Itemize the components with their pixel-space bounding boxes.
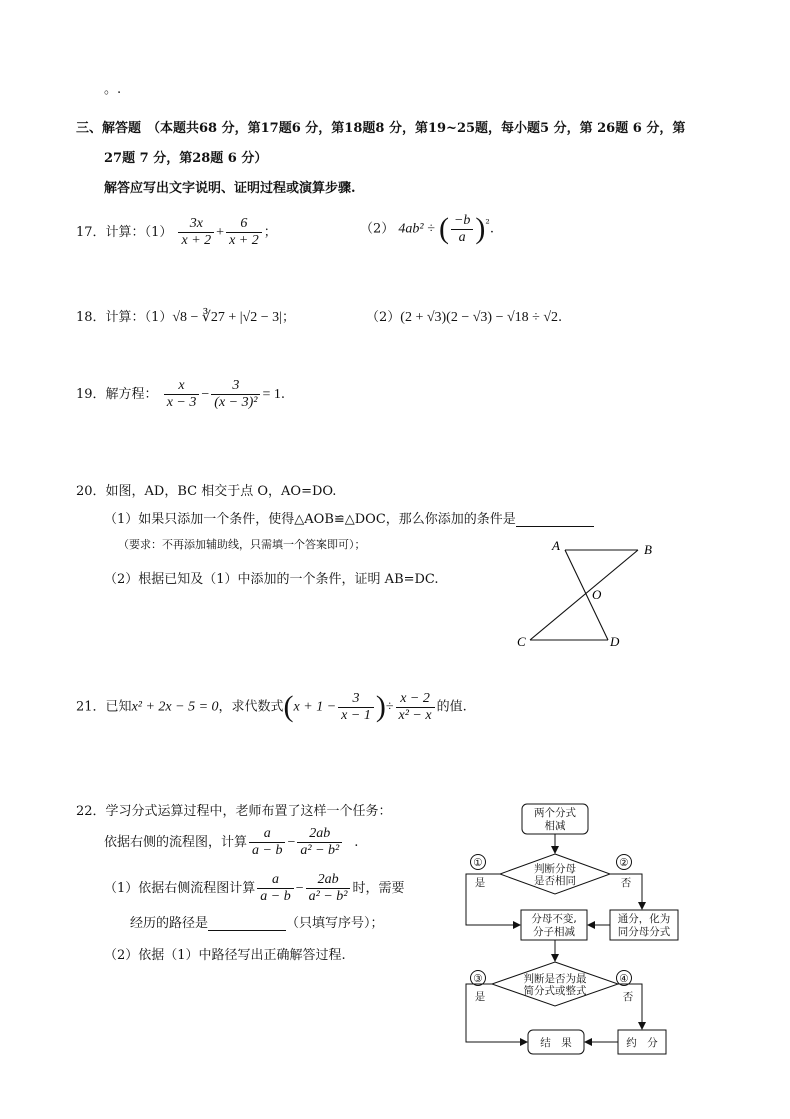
q18-p1-expr: √8 − ∛27 + |√2 − 3|	[172, 310, 282, 325]
q17-frac2: $\frac{6}{x + 2}$	[226, 216, 262, 249]
q17-p2-frac: $\frac{-b}{a}$	[451, 213, 473, 246]
flow-d1-l2: 是否相同	[534, 875, 576, 887]
q17-number: 17．	[76, 225, 106, 240]
q22-task-prefix: 依据右侧的流程图，计算	[104, 835, 248, 850]
q22-part1-line2	[130, 912, 384, 931]
q22-stem-text: 学习分式运算过程中，老师布置了这样一个任务：	[105, 804, 392, 819]
q19-label: 解方程：	[105, 387, 158, 402]
q22-p1-frac1: $\frac{a}{a - b}$	[257, 872, 293, 905]
q18-part1-marker: （1）	[144, 310, 173, 325]
q20-part1-text: （1）如果只添加一个条件，使得△AOB≌△DOC，那么你添加的条件是	[104, 512, 516, 527]
q17-p2-end: .	[489, 221, 494, 237]
q18-part2-marker: （2）	[366, 310, 401, 325]
q21-mid: ，求代数式	[218, 699, 284, 715]
flow-start-l2: 相减	[544, 820, 566, 832]
flow-start-l1: 两个分式	[534, 807, 576, 819]
section-heading	[76, 117, 685, 136]
q18-p1-end: ；	[281, 310, 295, 325]
q17-frac1: $\frac{3x}{x + 2}$	[178, 216, 214, 249]
section-points-line2: 27题 7 分，第28题 6 分）	[104, 151, 268, 166]
question-20-stem	[76, 480, 336, 499]
q22-p1-prefix: （1）依据右侧流程图计算	[104, 881, 256, 896]
q22-task-frac1: $\frac{a}{a - b}$	[249, 826, 285, 859]
q17-label: 计算：	[105, 225, 145, 240]
q17-part1-marker: （1）	[144, 225, 173, 240]
q20-number: 20．	[76, 484, 106, 499]
q22-number: 22．	[76, 804, 106, 819]
q19-frac2: $\frac{3}{\text{(x − 3)²}}$	[211, 378, 260, 411]
q21-frac2: $\frac{x - 2}{\text{x² − x}}$	[396, 691, 435, 724]
q17-op: +	[216, 225, 225, 240]
q22-task-op: −	[287, 835, 296, 850]
q20-answer-blank[interactable]	[516, 512, 594, 527]
flow-c3-text: ③	[473, 973, 483, 985]
question-18	[76, 306, 295, 326]
flow-d2-l2: 简分式或整式	[523, 985, 587, 997]
flowchart	[458, 798, 690, 1060]
q18-number: 18．	[76, 310, 106, 325]
q21-expr-a: x + 1 −	[293, 699, 337, 715]
q19-number: 19．	[76, 387, 106, 402]
q22-p1-suffix: 时，需要	[352, 881, 405, 896]
question-21: 21．已知x² + 2x − 5 = 0，求代数式(x + 1 − $\frac{3}{x - 1}$ )÷ $\frac{x - 2}{\text{x² − x}}$ 的值.	[76, 690, 467, 723]
q17-p2-expr: 4ab² ÷	[398, 221, 435, 237]
flow-d2-l1: 判断是否为最	[523, 973, 587, 985]
label-A: A	[552, 538, 560, 553]
segment-BC	[530, 550, 638, 640]
question-19	[76, 378, 285, 411]
q22-p1-line2-suffix: （只填写序号）；	[286, 916, 384, 931]
q21-suffix: 的值.	[436, 699, 467, 715]
flow-c1-text: ①	[473, 857, 483, 869]
flow-reduce-text: 约 分	[626, 1037, 658, 1049]
q17-part2-marker: （2）	[360, 221, 395, 237]
question-17-part2: （2） 4ab² ÷ ( $\frac{-b}{a}$ )$^{^2}$.	[360, 212, 494, 245]
flow-common-l1: 通分，化为	[617, 913, 671, 925]
q22-path-blank[interactable]	[208, 916, 286, 931]
flow-no-2: 否	[622, 991, 634, 1003]
question-18-part2	[366, 306, 562, 326]
question-20-part1	[104, 508, 594, 527]
q19-end: .	[280, 387, 286, 402]
q22-p1-frac2: $\frac{2ab}{\text{a² − b²}}$	[306, 872, 351, 905]
flow-c2-text: ②	[619, 857, 629, 869]
q22-task	[104, 826, 358, 859]
flow-c4-text: ④	[619, 973, 629, 985]
q22-part1	[104, 872, 405, 905]
q20-figure	[500, 530, 670, 660]
label-O: O	[592, 587, 602, 602]
q17-p2-exponent: ²	[485, 217, 490, 231]
q22-task-frac2: $\frac{2ab}{\text{a² − b²}}$	[297, 826, 342, 859]
q21-op: ÷	[385, 699, 394, 715]
q21-given: x² + 2x − 5 = 0	[131, 699, 219, 715]
question-17	[76, 216, 277, 249]
flow-common-l2: 同分母分式	[617, 926, 671, 938]
label-D: D	[610, 634, 620, 649]
segment-AD	[565, 550, 608, 640]
q17-p1-end: ；	[263, 225, 277, 240]
q22-p1-line2-prefix: 经历的路径是	[130, 916, 209, 931]
question-22-stem	[76, 800, 392, 819]
section-title: 三、解答题	[76, 121, 142, 136]
label-B: B	[644, 542, 652, 557]
q18-label: 计算：	[105, 310, 145, 325]
q21-number: 21．	[76, 699, 106, 715]
top-fragment: 。.	[104, 82, 122, 97]
question-20-part2: （2）根据已知及（1）中添加的一个条件，证明 AB=DC.	[104, 572, 439, 587]
q18-p2-end: .	[558, 310, 563, 325]
flow-result-text: 结 果	[540, 1037, 572, 1049]
q21-prefix: 已知	[105, 699, 132, 715]
flow-d1-l1: 判断分母	[534, 863, 576, 875]
q19-rhs: = 1	[262, 387, 281, 402]
q19-op: −	[201, 387, 210, 402]
section-points-line1: （本题共68 分，第17题6 分，第18题8 分，第19~25题，每小题5 分，第 26题 6 分，第	[147, 121, 686, 136]
q19-frac1: $\frac{x}{x - 3}$	[164, 378, 200, 411]
q18-p2-expr: (2 + √3)(2 − √3) − √18 ÷ √2	[400, 310, 559, 325]
q21-frac1: $\frac{3}{x - 1}$	[338, 691, 374, 724]
section-instruction: 解答应写出文字说明、证明过程或演算步骤.	[104, 181, 356, 196]
flow-no-1: 否	[620, 877, 632, 889]
q22-task-end: .	[354, 835, 359, 850]
flow-keep-l1: 分母不变,	[531, 913, 577, 925]
q22-part2: （2）依据（1）中路径写出正确解答过程.	[104, 948, 346, 963]
label-C: C	[517, 634, 526, 649]
flow-yes-1: 是	[474, 877, 486, 889]
q20-note: （要求：不再添加辅助线，只需填一个答案即可）；	[118, 538, 366, 551]
flow-keep-l2: 分子相减	[533, 926, 575, 938]
flow-yes-2: 是	[474, 991, 486, 1003]
q22-p1-op: −	[295, 881, 304, 896]
q20-stem-text: 如图，AD，BC 相交于点 O，AO=DO.	[105, 484, 337, 499]
